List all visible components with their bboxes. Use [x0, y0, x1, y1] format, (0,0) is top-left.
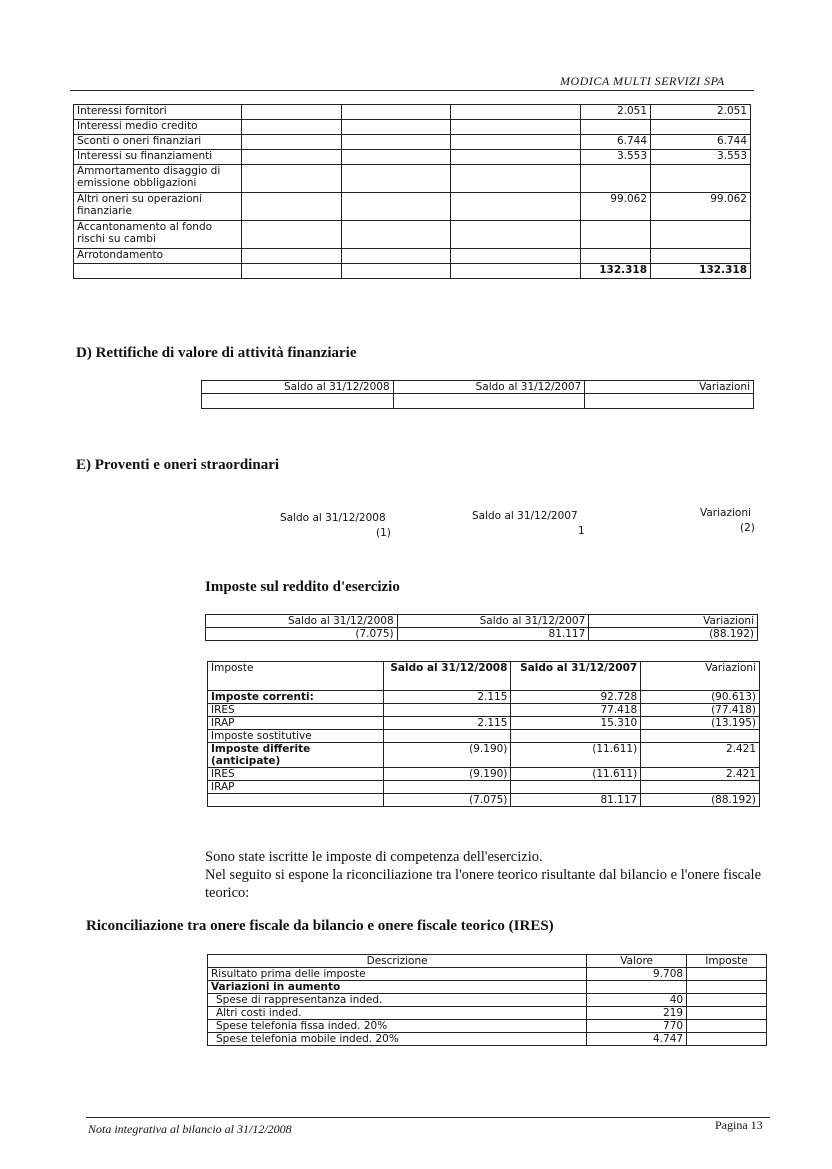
table-row: [208, 781, 760, 794]
total-value: 132.318: [651, 264, 751, 279]
row-value: (11.611): [511, 768, 641, 781]
row-label: Altri costi inded.: [208, 1007, 587, 1020]
row-label: Risultato prima delle imposte: [208, 968, 587, 981]
imposte-detail-table: [207, 661, 760, 807]
table-row: [74, 193, 751, 221]
row-value: 92.728: [511, 691, 641, 704]
row-value: [651, 165, 751, 193]
empty-cell: [241, 221, 341, 249]
row-value: 4.747: [587, 1033, 687, 1046]
e-col2: Saldo al 31/12/2007: [472, 510, 578, 522]
empty-cell: [341, 221, 451, 249]
empty-cell: [451, 120, 581, 135]
d-col1: Saldo al 31/12/2008: [202, 381, 394, 394]
d-col3: Variazioni: [585, 381, 754, 394]
row-value: 77.418: [511, 704, 641, 717]
table-row: [208, 717, 760, 730]
table-row: [208, 1020, 767, 1033]
empty-cell: [341, 264, 451, 279]
empty-cell: [451, 264, 581, 279]
table-row: [208, 704, 760, 717]
row-label: Spese telefonia mobile inded. 20%: [208, 1033, 587, 1046]
empty-cell: [241, 193, 341, 221]
row-value: [383, 781, 511, 794]
row-label: Ammortamento disaggio di emissione obbligazioni: [74, 165, 242, 193]
sum-col2: Saldo al 31/12/2007: [397, 615, 589, 628]
empty-cell: [241, 249, 341, 264]
empty-cell: [341, 193, 451, 221]
imposte-title: Imposte sul reddito d'esercizio: [205, 579, 400, 595]
row-value: 3.553: [581, 150, 651, 165]
row-label: Sconti o oneri finanziari: [74, 135, 242, 150]
row-label: Altri oneri su operazioni finanziarie: [74, 193, 242, 221]
row-value: 99.062: [581, 193, 651, 221]
row-value: [651, 221, 751, 249]
row-value: 2.115: [383, 717, 511, 730]
det-head-c1: Saldo al 31/12/2008: [383, 662, 511, 691]
total-row: [74, 264, 751, 279]
empty-cell: [241, 150, 341, 165]
sum-val1: (7.075): [206, 628, 398, 641]
table-row: [74, 221, 751, 249]
row-label: Interessi medio credito: [74, 120, 242, 135]
row-label: Imposte sostitutive: [208, 730, 384, 743]
empty-cell: [451, 135, 581, 150]
sum-val3: (88.192): [589, 628, 758, 641]
row-value: 2.051: [581, 105, 651, 120]
row-value: 6.744: [581, 135, 651, 150]
row-value: 2.115: [383, 691, 511, 704]
row-value: [511, 781, 641, 794]
table-row: [208, 743, 760, 768]
row-value: [641, 730, 760, 743]
total-value: 81.117: [511, 794, 641, 807]
empty-cell: [341, 150, 451, 165]
row-label: Spese di rappresentanza inded.: [208, 994, 587, 1007]
row-value: [581, 165, 651, 193]
total-value: (88.192): [641, 794, 760, 807]
empty-cell: [341, 105, 451, 120]
row-label: IRAP: [208, 717, 384, 730]
row-label: Interessi fornitori: [74, 105, 242, 120]
table-row: [74, 165, 751, 193]
row-value: [651, 249, 751, 264]
row-value: (9.190): [383, 768, 511, 781]
row-value: [687, 1033, 767, 1046]
e-col1: Saldo al 31/12/2008: [280, 512, 386, 524]
table-row: [208, 730, 760, 743]
det-head-label: Imposte: [208, 662, 384, 691]
empty-cell: [241, 165, 341, 193]
empty-cell: [74, 264, 242, 279]
row-value: [687, 968, 767, 981]
total-row: [208, 794, 760, 807]
table-row: [74, 105, 751, 120]
empty-cell: [341, 135, 451, 150]
e-val3: (2): [740, 522, 755, 534]
empty-cell: [241, 135, 341, 150]
section-d-title: D) Rettifiche di valore di attività finanziarie: [76, 345, 357, 361]
sum-col1: Saldo al 31/12/2008: [206, 615, 398, 628]
table-row: [208, 691, 760, 704]
e-val1: (1): [376, 527, 391, 539]
row-value: (13.195): [641, 717, 760, 730]
row-label: IRAP: [208, 781, 384, 794]
empty-cell: [451, 105, 581, 120]
row-label: Arrotondamento: [74, 249, 242, 264]
table-row: [208, 994, 767, 1007]
ric-head-desc: Descrizione: [208, 955, 587, 968]
row-value: [687, 981, 767, 994]
row-value: 2.051: [651, 105, 751, 120]
row-value: 2.421: [641, 768, 760, 781]
riconciliazione-table: [207, 954, 767, 1046]
row-value: (77.418): [641, 704, 760, 717]
det-head-c2: Saldo al 31/12/2007: [511, 662, 641, 691]
total-value: (7.075): [383, 794, 511, 807]
table-row: [74, 150, 751, 165]
row-label: Accantonamento al fondo rischi su cambi: [74, 221, 242, 249]
row-value: [587, 981, 687, 994]
row-value: 99.062: [651, 193, 751, 221]
table-row: [208, 968, 767, 981]
row-label: Imposte differite (anticipate): [208, 743, 384, 768]
table-row: [208, 1033, 767, 1046]
table-row: [74, 249, 751, 264]
empty-cell: [341, 249, 451, 264]
row-value: 9.708: [587, 968, 687, 981]
section-e-title: E) Proventi e oneri straordinari: [76, 457, 280, 473]
table-row: [208, 981, 767, 994]
e-val2: 1: [578, 525, 585, 537]
row-value: [581, 221, 651, 249]
row-value: 6.744: [651, 135, 751, 150]
row-value: 15.310: [511, 717, 641, 730]
row-value: (11.611): [511, 743, 641, 768]
row-value: [687, 1007, 767, 1020]
row-value: (9.190): [383, 743, 511, 768]
empty-cell: [241, 105, 341, 120]
empty-cell: [341, 120, 451, 135]
row-value: 40: [587, 994, 687, 1007]
row-label: Interessi su finanziamenti: [74, 150, 242, 165]
empty-cell: [341, 165, 451, 193]
e-col3: Variazioni: [700, 507, 751, 519]
total-value: 132.318: [581, 264, 651, 279]
d-col2: Saldo al 31/12/2007: [393, 381, 585, 394]
imposte-summary-table: [205, 614, 758, 641]
empty-cell: [241, 264, 341, 279]
empty-cell: [451, 165, 581, 193]
empty-cell: [451, 150, 581, 165]
row-value: 3.553: [651, 150, 751, 165]
ric-head-val: Valore: [587, 955, 687, 968]
imposte-text-1: Sono state iscritte le imposte di competenza dell'esercizio.: [205, 849, 543, 865]
row-value: 219: [587, 1007, 687, 1020]
sum-col3: Variazioni: [589, 615, 758, 628]
section-d-table: [201, 380, 754, 409]
row-value: (90.613): [641, 691, 760, 704]
footer-note: Nota integrativa al bilancio al 31/12/2008: [88, 1122, 292, 1136]
sum-val2: 81.117: [397, 628, 589, 641]
row-label: IRES: [208, 768, 384, 781]
company-name: MODICA MULTI SERVIZI SPA: [560, 74, 725, 88]
row-value: 770: [587, 1020, 687, 1033]
row-label: IRES: [208, 704, 384, 717]
row-value: [511, 730, 641, 743]
row-value: [383, 730, 511, 743]
empty-cell: [241, 120, 341, 135]
row-value: [687, 994, 767, 1007]
empty-cell: [451, 193, 581, 221]
row-value: [651, 120, 751, 135]
interest-table: [73, 104, 751, 279]
row-value: 2.421: [641, 743, 760, 768]
row-label: Spese telefonia fissa inded. 20%: [208, 1020, 587, 1033]
row-value: [383, 704, 511, 717]
ric-head-imp: Imposte: [687, 955, 767, 968]
imposte-text-2: Nel seguito si espone la riconciliazione tra l'onere teorico risultante dal bilancio e l'onere fiscale teorico:: [205, 867, 762, 901]
riconciliazione-title: Riconciliazione tra onere fiscale da bilancio e onere fiscale teorico (IRES): [86, 918, 554, 934]
footer-rule: [86, 1117, 770, 1118]
table-row: [208, 768, 760, 781]
row-value: [581, 120, 651, 135]
det-head-c3: Variazioni: [641, 662, 760, 691]
header-rule: [70, 90, 754, 91]
row-value: [581, 249, 651, 264]
row-label: Variazioni in aumento: [208, 981, 587, 994]
row-value: [687, 1020, 767, 1033]
table-row: [74, 135, 751, 150]
page-number: Pagina 13: [715, 1118, 763, 1132]
empty-cell: [451, 221, 581, 249]
empty-cell: [208, 794, 384, 807]
row-value: [641, 781, 760, 794]
row-label: Imposte correnti:: [208, 691, 384, 704]
empty-cell: [451, 249, 581, 264]
table-row: [74, 120, 751, 135]
table-row: [208, 1007, 767, 1020]
